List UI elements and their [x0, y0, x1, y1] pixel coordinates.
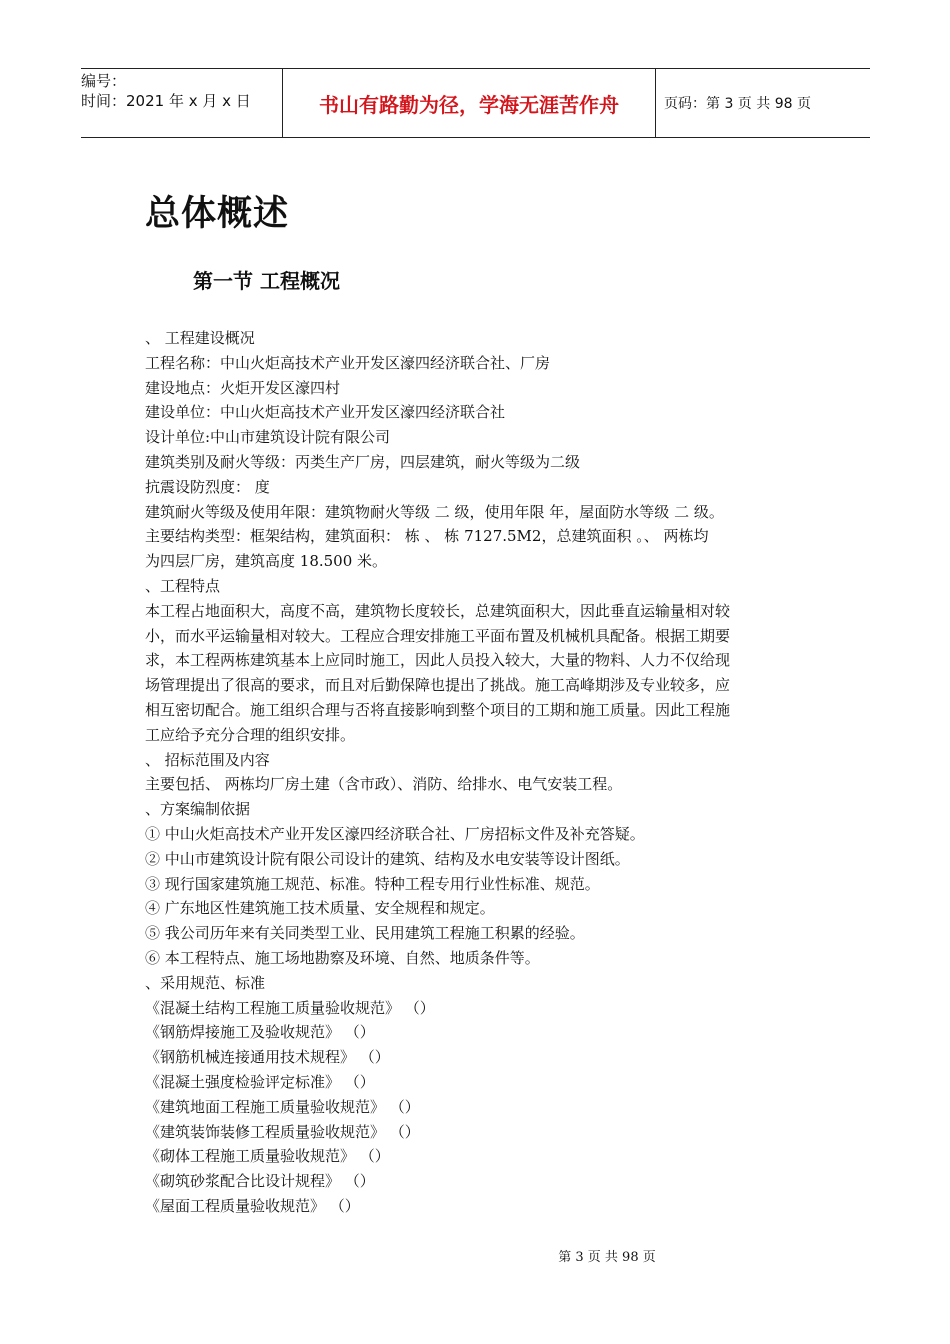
- body-line: 建设地点：火炬开发区濠四村: [145, 378, 341, 397]
- body-line: 《钢筋焊接施工及验收规范》 （）: [145, 1023, 375, 1042]
- header-meta: [81, 69, 283, 137]
- body-line: ⑤ 我公司历年来有关同类型工业、民用建筑工程施工积累的经验。: [145, 924, 585, 943]
- body-line: ② 中山市建筑设计院有限公司设计的建筑、结构及水电安装等设计图纸。: [145, 849, 630, 868]
- body-line: 、 工程建设概况: [145, 329, 255, 347]
- body-line: 建筑类别及耐火等级：丙类生产厂房，四层建筑，耐火等级为二级: [145, 452, 581, 471]
- body-line: ③ 现行国家建筑施工规范、标准。特种工程专用行业性标准、规范。: [145, 874, 600, 893]
- body-line: 为四层厂房，建筑高度 18.500 米。: [145, 552, 388, 571]
- body-line: 小，而水平运输量相对较大。工程应合理安排施工平面布置及机械机具配备。根据工期要: [145, 626, 731, 645]
- body-line: 建筑耐火等级及使用年限：建筑物耐火等级 二 级，使用年限 年，屋面防水等级 二 级。: [145, 502, 724, 521]
- body-line: 《钢筋机械连接通用技术规程》 （）: [145, 1048, 390, 1067]
- body-line: 、采用规范、标准: [145, 973, 266, 992]
- header-page-info: 页码：第 3 页 共 98 页: [664, 96, 811, 112]
- document-title: 总体概述: [145, 194, 290, 234]
- body-line: 《混凝土结构工程施工质量验收规范》 （）: [145, 998, 435, 1017]
- body-line: 、工程特点: [145, 576, 221, 595]
- body-line: 主要结构类型：框架结构，建筑面积： 栋 、 栋 7127.5M2，总建筑面积 。、 两栋均: [145, 527, 709, 546]
- body-line: 相互密切配合。施工组织合理与否将直接影响到整个项目的工期和施工质量。因此工程施: [145, 700, 731, 719]
- body-line: ④ 广东地区性建筑施工技术质量、安全规程和规定。: [145, 899, 495, 918]
- body-line: 、方案编制依据: [145, 800, 251, 819]
- body-line: 设计单位:中山市建筑设计院有限公司: [145, 428, 391, 447]
- body-line: 、 招标范围及内容: [145, 750, 270, 769]
- body-line: 求，本工程两栋建筑基本上应同时施工，因此人员投入较大，大量的物料、人力不仅给现: [145, 651, 731, 670]
- body-line: 《建筑地面工程施工质量验收规范》 （）: [145, 1097, 420, 1116]
- footer-page-number: 第 3 页 共 98 页: [558, 1250, 656, 1265]
- body-line: ① 中山火炬高技术产业开发区濠四经济联合社、厂房招标文件及补充答疑。: [145, 824, 645, 843]
- section-title: 第一节 工程概况: [193, 269, 340, 293]
- body-line: 《砌筑砂浆配合比设计规程》 （）: [145, 1172, 375, 1191]
- body-text: [145, 326, 810, 1219]
- body-line: 本工程占地面积大，高度不高，建筑物长度较长，总建筑面积大，因此垂直运输量相对较: [145, 601, 731, 620]
- time-label: 时间：2021 年 x 月 x 日: [81, 92, 251, 110]
- header-motto: 书山有路勤为径，学海无涯苦作舟: [283, 69, 656, 137]
- body-line: ⑥ 本工程特点、施工场地勘察及环境、自然、地质条件等。: [145, 948, 540, 967]
- body-line: 工应给予充分合理的组织安排。: [145, 725, 356, 744]
- body-line: 《混凝土强度检验评定标准》 （）: [145, 1072, 375, 1091]
- body-line: 《建筑装饰装修工程质量验收规范》 （）: [145, 1122, 420, 1141]
- body-line: 《屋面工程质量验收规范》 （）: [145, 1196, 360, 1215]
- body-line: 《砌体工程施工质量验收规范》 （）: [145, 1147, 390, 1166]
- body-line: 建设单位：中山火炬高技术产业开发区濠四经济联合社: [145, 403, 506, 422]
- body-line: 主要包括、 两栋均厂房土建（含市政）、消防、给排水、电气安装工程。: [145, 775, 623, 794]
- body-line: 场管理提出了很高的要求，而且对后勤保障也提出了挑战。施工高峰期涉及专业较多，应: [145, 676, 731, 695]
- page-header: [81, 68, 870, 138]
- body-line: 工程名称：中山火炬高技术产业开发区濠四经济联合社、厂房: [145, 353, 551, 372]
- number-label: 编号：: [81, 72, 127, 90]
- body-line: 抗震设防烈度： 度: [145, 477, 270, 496]
- page-footer: [0, 1246, 950, 1265]
